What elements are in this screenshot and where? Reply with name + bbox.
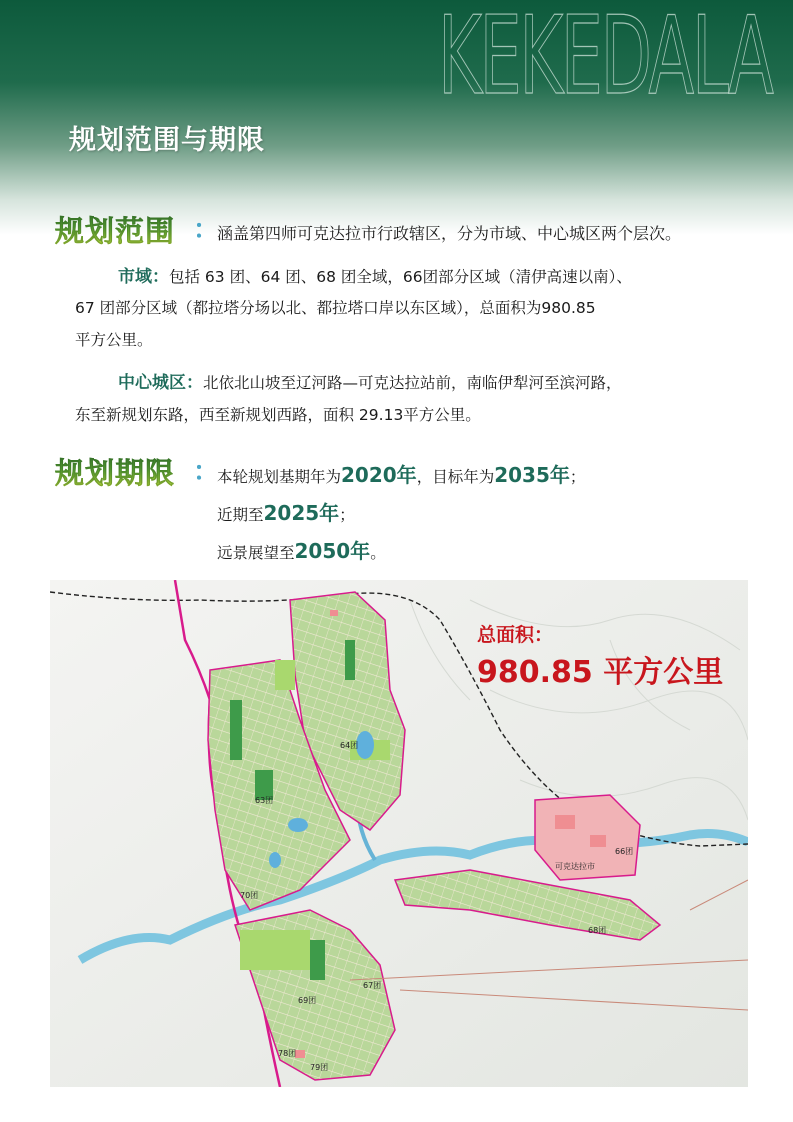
city-domain-label: 市域： — [118, 267, 169, 287]
scope-heading-colon: ： — [193, 215, 220, 245]
city-domain-line3: 平方公里。 — [75, 331, 153, 349]
near-term-prefix: 近期至 — [217, 506, 264, 524]
kekedala-watermark: KEKEDALA — [438, 0, 772, 119]
period-base-prefix: 本轮规划基期年为 — [217, 468, 342, 486]
label-63: 63团 — [255, 796, 274, 805]
near-term-year: 2025年 — [263, 501, 340, 525]
label-78: 78团 — [278, 1049, 297, 1058]
total-area-value: 980.85 平方公里 — [477, 655, 724, 690]
center-area-text1: 北依北山坡至辽河路—可克达拉站前，南临伊犁河至滨河路， — [203, 374, 622, 392]
city-domain-text1: 包括 63 团、64 团、68 团全域，66团部分区域（清伊高速以南）、 — [169, 268, 632, 286]
period-line1-end: ； — [569, 468, 586, 486]
period-line1 — [217, 459, 585, 488]
label-68: 68团 — [588, 926, 607, 935]
city-domain-line1 — [118, 262, 632, 287]
label-67: 67团 — [363, 981, 382, 990]
vision-prefix: 远景展望至 — [217, 544, 295, 562]
period-target-prefix: ，目标年为 — [416, 468, 495, 486]
center-area-line1 — [118, 368, 622, 393]
label-66: 66团 — [615, 847, 634, 856]
period-heading-colon: ： — [193, 457, 220, 487]
center-area-line2: 东至新规划东路，西至新规划西路，面积 29.13平方公里。 — [75, 406, 481, 424]
label-69: 69团 — [298, 996, 317, 1005]
base-year: 2020年 — [341, 463, 417, 487]
label-city: 可克达拉市 — [555, 862, 595, 871]
period-heading: 规划期限 — [55, 451, 175, 492]
scope-heading: 规划范围 — [55, 209, 175, 250]
center-area-label: 中心城区： — [118, 373, 203, 393]
period-line2 — [217, 497, 355, 526]
target-year: 2035年 — [494, 463, 570, 487]
city-domain-line2: 67 团部分区域（都拉塔分场以北、都拉塔口岸以东区域），总面积为980.85 — [75, 299, 596, 317]
label-79: 79团 — [310, 1063, 329, 1072]
label-70: 70团 — [240, 891, 259, 900]
planning-map — [50, 580, 748, 1087]
label-64: 64团 — [340, 741, 359, 750]
scope-intro: 涵盖第四师可克达拉市行政辖区，分为市域、中心城区两个层次。 — [217, 224, 682, 243]
total-area-label: 总面积： — [477, 624, 554, 646]
period-line2-end: ； — [339, 506, 355, 524]
period-line3 — [217, 535, 386, 564]
page-title: 规划范围与期限 — [69, 125, 265, 156]
vision-year: 2050年 — [294, 539, 371, 563]
period-line3-end: 。 — [370, 544, 386, 562]
